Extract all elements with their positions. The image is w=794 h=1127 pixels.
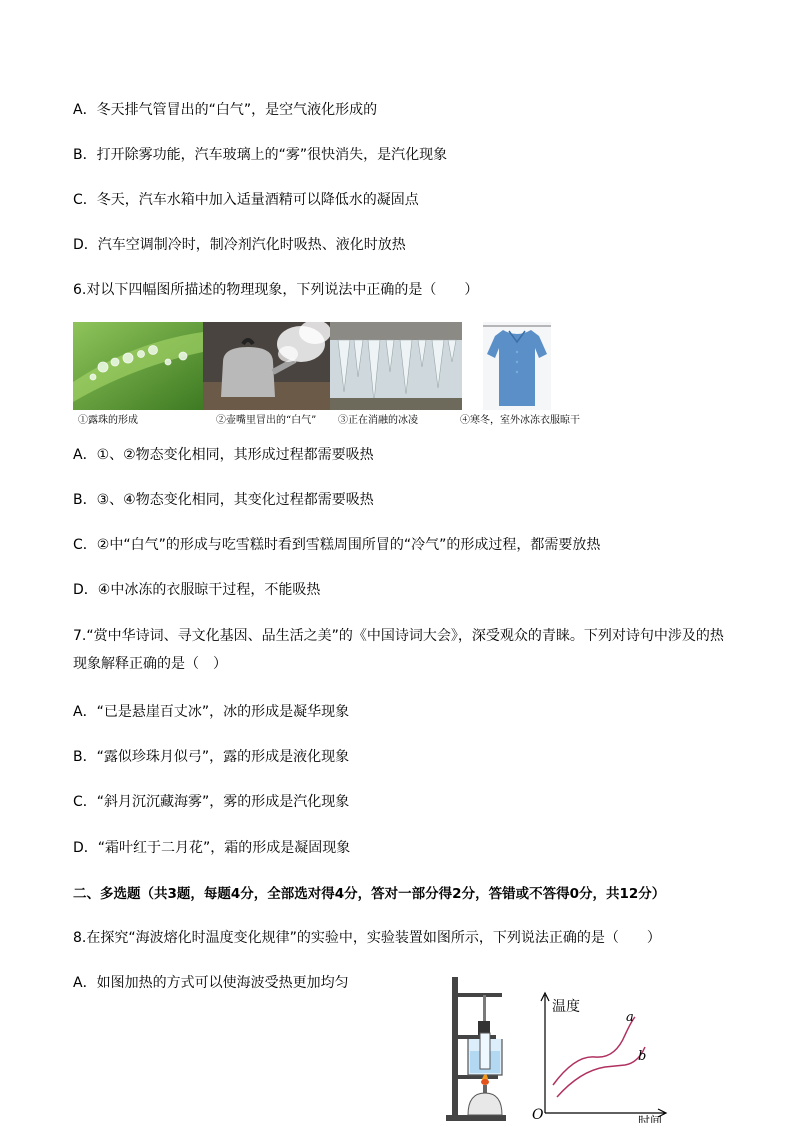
caption-kettle: ②壶嘴里冒出的“白气” bbox=[216, 415, 317, 426]
kettle-photo bbox=[203, 322, 330, 410]
graph-xlabel: 时间 bbox=[638, 1114, 663, 1123]
q7-option-b: B．“露似珍珠月似弓”，露的形成是液化现象 bbox=[73, 749, 350, 765]
section-heading-multiple-choice: 二、多选题（共3题，每题4分，全部选对得4分，答对一部分得2分，答错或不答得0分，共12分） bbox=[73, 886, 666, 902]
q7-option-c: C．“斜月沉沉藏海雾”，雾的形成是汽化现象 bbox=[73, 794, 350, 810]
temperature-time-graph bbox=[532, 993, 666, 1123]
q5-option-c: C．冬天，汽车水箱中加入适量酒精可以降低水的凝固点 bbox=[73, 192, 419, 208]
curve-a-label: a bbox=[626, 1010, 634, 1025]
q6-option-b: B．③、④物态变化相同，其变化过程都需要吸热 bbox=[73, 492, 374, 508]
frozen-shirt-photo bbox=[483, 322, 551, 410]
q7-stem: 7.“赏中华诗词、寻文化基因、品生活之美”的《中国诗词大会》，深受观众的青睐。下列对诗句中涉及的热现象解释正确的是（ ） bbox=[73, 628, 724, 672]
q6-stem: 6.对以下四幅图所描述的物理现象，下列说法中正确的是（ ） bbox=[73, 282, 479, 298]
caption-shirt: ④寒冬，室外冰冻衣服晾干 bbox=[460, 415, 580, 426]
alcohol-lamp-icon bbox=[468, 1074, 502, 1115]
q6-option-c: C．②中“白气”的形成与吃雪糕时看到雪糕周围所冒的“冷气”的形成过程，都需要放热 bbox=[73, 537, 601, 553]
curve-a bbox=[553, 1017, 635, 1085]
curve-b bbox=[557, 1047, 645, 1097]
q8-figure bbox=[420, 975, 680, 1123]
q5-option-b: B．打开除雾功能，汽车玻璃上的“雾”很快消失，是汽化现象 bbox=[73, 147, 448, 163]
graph-ylabel: 温度 bbox=[552, 999, 580, 1015]
q7-option-a: A．“已是悬崖百丈冰”，冰的形成是凝华现象 bbox=[73, 704, 350, 720]
q8-figure-svg bbox=[420, 975, 680, 1123]
q6-option-a: A．①、②物态变化相同，其形成过程都需要吸热 bbox=[73, 447, 374, 463]
q6-option-d: D．④中冰冻的衣服晾干过程，不能吸热 bbox=[73, 582, 321, 598]
graph-origin: O bbox=[532, 1107, 544, 1123]
q7-option-d: D．“霜叶红于二月花”，霜的形成是凝固现象 bbox=[73, 840, 351, 856]
icicle-photo bbox=[330, 322, 462, 410]
q8-stem: 8.在探究“海波熔化时温度变化规律”的实验中，实验装置如图所示，下列说法正确的是（ ） bbox=[73, 930, 661, 946]
q5-option-a: A．冬天排气管冒出的“白气”，是空气液化形成的 bbox=[73, 102, 378, 118]
caption-icicle: ③正在消融的冰凌 bbox=[338, 415, 418, 426]
q8-option-a: A．如图加热的方式可以使海波受热更加均匀 bbox=[73, 975, 349, 991]
curve-b-label: b bbox=[638, 1049, 647, 1064]
caption-dew: ①露珠的形成 bbox=[78, 415, 138, 426]
q5-option-d: D．汽车空调制冷时，制冷剂汽化时吸热、液化时放热 bbox=[73, 237, 406, 253]
dew-photo bbox=[73, 322, 203, 410]
beaker-icon bbox=[468, 1033, 502, 1075]
